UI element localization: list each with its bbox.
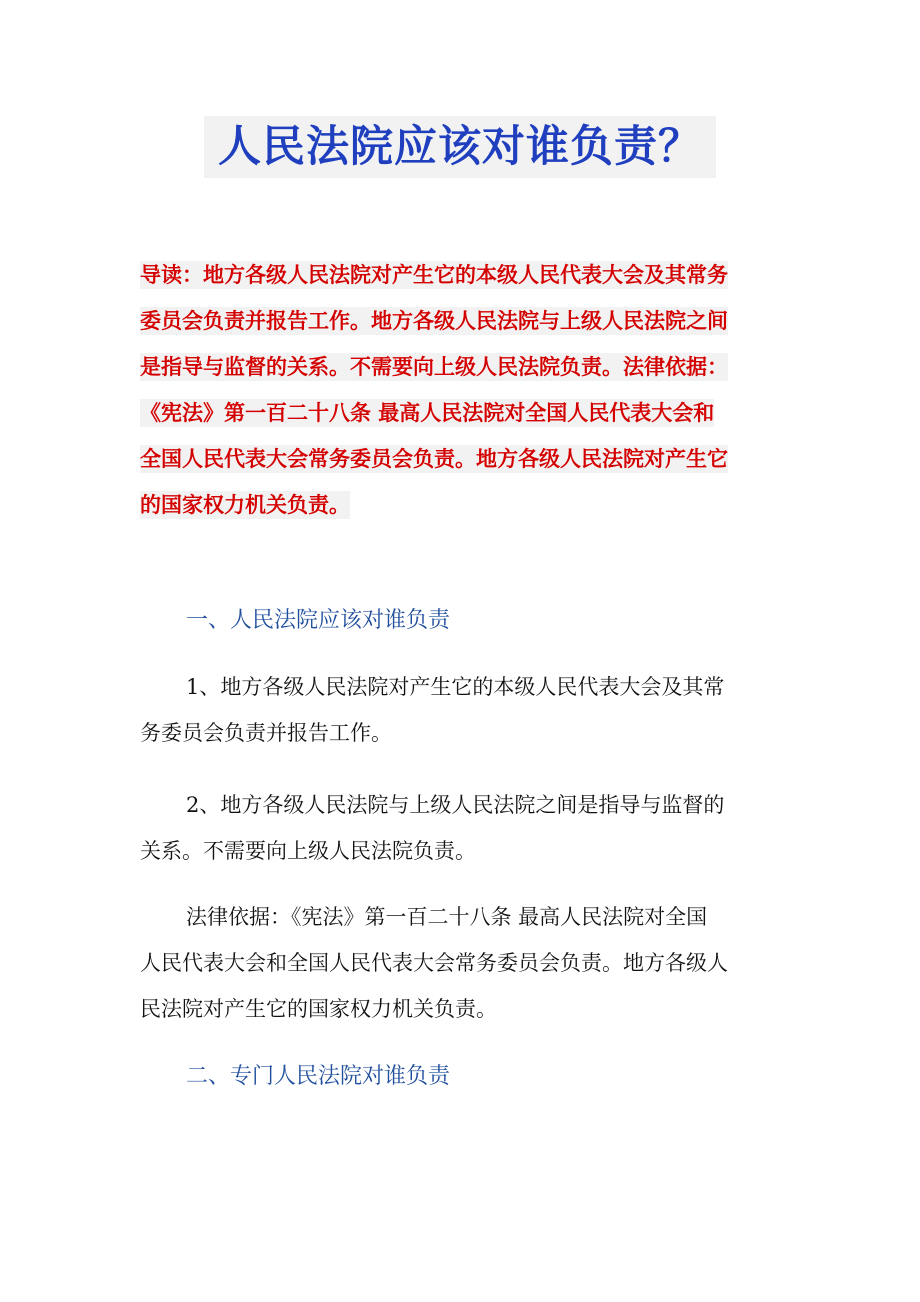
section-heading-2: 二、专门人民法院对谁负责 <box>186 1064 451 1089</box>
intro-line: 全国人民代表大会常务委员会负责。地方各级人民法院对产生它 <box>140 447 728 471</box>
document-title: 人民法院应该对谁负责？ <box>204 116 716 178</box>
intro-summary <box>140 252 780 528</box>
section-heading-1: 一、人民法院应该对谁负责 <box>186 608 451 633</box>
paragraph-line: 务委员会负责并报告工作。 <box>140 721 392 745</box>
paragraph-legal-basis <box>140 894 780 1032</box>
paragraph-line: 2、地方各级人民法院与上级人民法院之间是指导与监督的 <box>186 793 725 817</box>
intro-line: 委员会负责并报告工作。地方各级人民法院与上级人民法院之间 <box>140 309 728 333</box>
intro-line: 是指导与监督的关系。不需要向上级人民法院负责。法律依据： <box>140 355 728 379</box>
intro-line: 《宪法》第一百二十八条 最高人民法院对全国人民代表大会和 <box>140 401 715 425</box>
paragraph-line: 关系。不需要向上级人民法院负责。 <box>140 839 476 863</box>
paragraph-line: 人民代表大会和全国人民代表大会常务委员会负责。地方各级人 <box>140 951 728 975</box>
paragraph-line: 民法院对产生它的国家权力机关负责。 <box>140 997 497 1021</box>
intro-line: 导读：地方各级人民法院对产生它的本级人民代表大会及其常务 <box>140 263 728 287</box>
paragraph-line: 法律依据：《宪法》第一百二十八条 最高人民法院对全国 <box>186 905 708 929</box>
paragraph-line: 1、地方各级人民法院对产生它的本级人民代表大会及其常 <box>186 675 725 699</box>
intro-line: 的国家权力机关负责。 <box>140 493 350 517</box>
paragraph-1 <box>140 664 780 756</box>
paragraph-2 <box>140 782 780 874</box>
